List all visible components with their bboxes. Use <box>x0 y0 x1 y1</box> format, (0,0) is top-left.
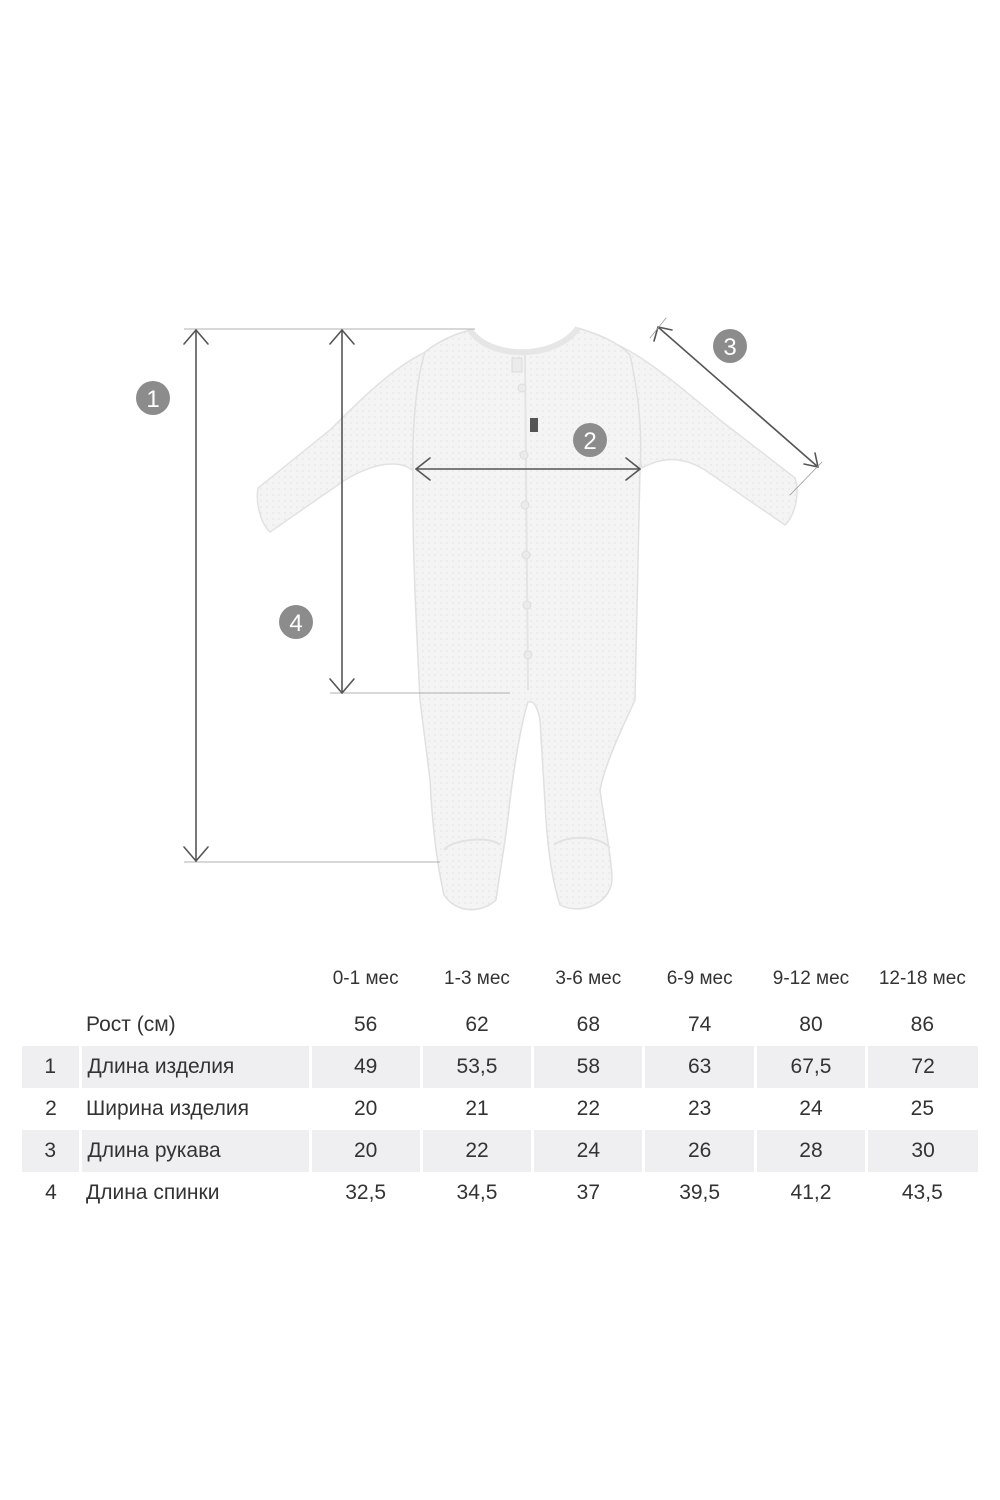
svg-text:2: 2 <box>583 428 597 455</box>
table-cell: 68 <box>576 1013 600 1036</box>
table-cell: 72 <box>867 1046 978 1088</box>
table-row-length <box>22 1046 978 1088</box>
row-index: 3 <box>22 1130 80 1172</box>
table-cell: 30 <box>867 1130 978 1172</box>
right-sleeve <box>618 345 797 525</box>
size-column-header: 1-3 мес <box>444 968 510 989</box>
bodysuit-garment <box>257 328 797 910</box>
table-cell: 74 <box>687 1013 712 1036</box>
row-label: Длина изделия <box>80 1046 310 1088</box>
table-cell: 21 <box>465 1097 489 1120</box>
row-label: Длина рукава <box>80 1130 310 1172</box>
table-cell: 56 <box>353 1013 378 1036</box>
table-cell: 26 <box>644 1130 755 1172</box>
table-cell: 24 <box>533 1130 644 1172</box>
table-row-back <box>22 1172 978 1214</box>
table-cell: 43,5 <box>901 1181 943 1204</box>
table-cell: 53,5 <box>421 1046 532 1088</box>
marker-2 <box>573 423 607 457</box>
table-cell: 86 <box>910 1013 934 1036</box>
left-sleeve <box>257 350 430 532</box>
marker-3 <box>713 329 747 363</box>
table-cell: 23 <box>687 1097 712 1120</box>
svg-text:1: 1 <box>146 386 160 413</box>
table-cell: 67,5 <box>755 1046 866 1088</box>
row-index: 1 <box>22 1046 80 1088</box>
table-cell: 39,5 <box>679 1181 721 1204</box>
table-row-height <box>22 1004 978 1046</box>
svg-text:3: 3 <box>723 334 737 361</box>
row-index: 4 <box>45 1181 57 1204</box>
svg-text:4: 4 <box>289 610 303 637</box>
table-cell: 20 <box>353 1097 378 1120</box>
table-row-width <box>22 1088 978 1130</box>
table-cell: 37 <box>576 1181 600 1204</box>
table-cell: 22 <box>576 1097 600 1120</box>
row-index <box>22 1004 80 1046</box>
marker-4 <box>279 605 313 639</box>
table-cell: 32,5 <box>345 1181 387 1204</box>
logo-patch <box>530 418 538 432</box>
table-cell: 34,5 <box>456 1181 498 1204</box>
table-cell: 20 <box>310 1130 421 1172</box>
table-row-sleeve <box>22 1130 978 1172</box>
marker-1 <box>136 381 170 415</box>
size-chart-table <box>22 954 978 1214</box>
table-cell: 49 <box>310 1046 421 1088</box>
row-label: Рост (см) <box>86 1013 176 1036</box>
header-empty <box>22 954 80 1004</box>
table-cell: 62 <box>465 1013 489 1036</box>
size-column-header: 6-9 мес <box>666 968 733 989</box>
brand-tag <box>512 358 522 372</box>
table-cell: 24 <box>799 1097 823 1120</box>
row-label: Ширина изделия <box>86 1097 249 1120</box>
table-cell: 80 <box>799 1013 823 1036</box>
header-empty <box>80 954 310 1004</box>
size-column-header: 0-1 мес <box>332 968 399 989</box>
table-cell: 58 <box>533 1046 644 1088</box>
row-index: 2 <box>45 1097 57 1120</box>
size-column-header: 9-12 мес <box>772 968 850 989</box>
table-cell: 25 <box>910 1097 934 1120</box>
table-cell: 28 <box>755 1130 866 1172</box>
table-cell: 63 <box>644 1046 755 1088</box>
table-cell: 22 <box>421 1130 532 1172</box>
size-column-header: 3-6 мес <box>555 968 622 989</box>
size-header-row <box>22 954 978 1004</box>
row-label: Длина спинки <box>86 1181 220 1204</box>
table-cell: 41,2 <box>790 1181 832 1204</box>
size-column-header: 12-18 мес <box>878 968 966 989</box>
